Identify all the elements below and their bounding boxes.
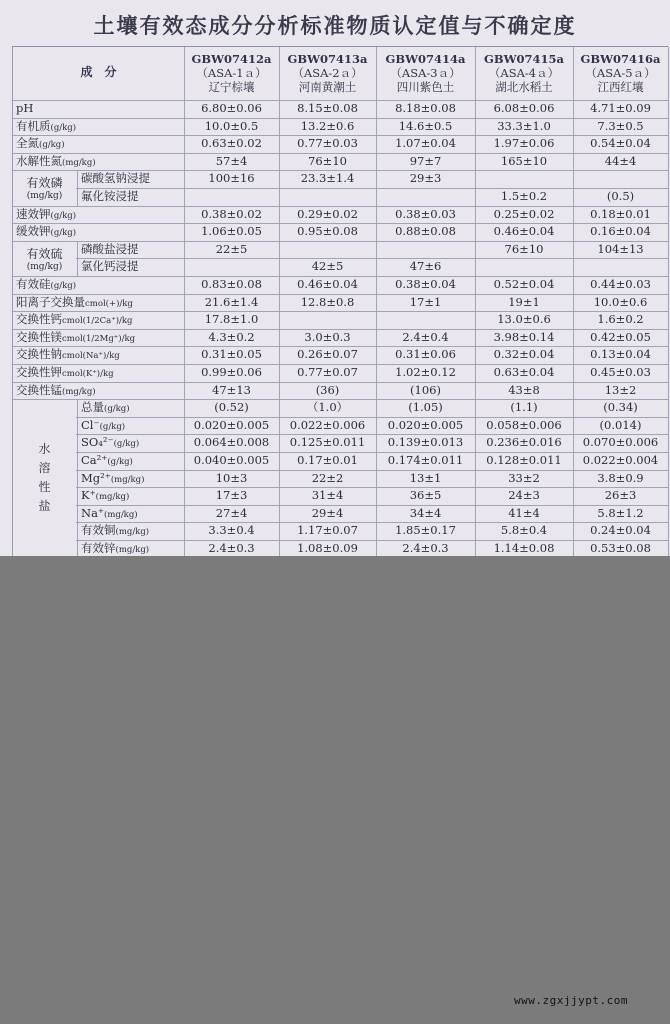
row-unit: (g/kg) (50, 210, 77, 221)
table-cell-value: 13±2 (604, 382, 637, 397)
column-code: GBW07412a (191, 52, 272, 66)
row-sublabel (81, 188, 182, 205)
table-cell-value: 8.18±0.08 (395, 101, 456, 115)
row-label-text: 交换性镁 (16, 329, 62, 344)
table-cell-value: 0.125±0.011 (289, 435, 366, 450)
table-cell-value: 0.53±0.08 (590, 541, 651, 555)
table-cell-value: 104±13 (597, 241, 644, 256)
row-sublabel (81, 540, 182, 556)
table-cell-value: 0.44±0.03 (590, 277, 651, 291)
row-label-text: 阳离子交换量 (16, 294, 85, 309)
row-label-text: 有效硅 (16, 277, 51, 291)
table-cell-value: 27±4 (215, 505, 248, 520)
row-sublabel-text: 氟化铵浸提 (81, 189, 139, 203)
group-rule (77, 170, 78, 205)
row-sublabel (81, 505, 182, 524)
table-cell-value: 0.020±0.005 (193, 417, 270, 432)
table-cell-value: 29±4 (311, 505, 344, 520)
table-cell-value: 42±5 (311, 259, 344, 274)
table-cell-value: 33.3±1.0 (497, 118, 551, 133)
group-label: 有效硫 (26, 246, 63, 261)
table-cell-value: 0.128±0.011 (486, 453, 562, 467)
table-cell-value: 41±4 (508, 505, 540, 520)
table-cell-value: 2.4±0.3 (208, 541, 255, 555)
table-cell-value: 0.174±0.011 (387, 453, 464, 467)
table-cell-value: 0.040±0.005 (193, 453, 270, 467)
row-sublabel (81, 241, 182, 258)
row-label (16, 153, 183, 172)
table-cell-value: 0.064±0.008 (193, 435, 270, 450)
row-label (16, 223, 183, 242)
table-cell-value: 17±1 (409, 294, 442, 309)
row-label-text: 速效钾 (16, 206, 51, 221)
row-unit: (mg/kg) (115, 527, 150, 538)
table-cell-value: 97±7 (409, 153, 442, 168)
column-code: GBW07415a (484, 52, 564, 66)
row-unit: (mg/kg) (110, 474, 145, 485)
row-unit: (mg/kg) (115, 545, 150, 555)
row-label-text: 交换性钠 (16, 347, 62, 362)
row-label (16, 364, 183, 383)
table-cell-value: 13±1 (409, 470, 442, 485)
row-unit: (mg/kg) (62, 157, 96, 168)
table-cell-value: 3.98±0.14 (493, 329, 555, 344)
row-label-text: pH (16, 101, 34, 115)
table-cell-value: 4.71±0.09 (590, 101, 651, 115)
row-sublabel-text: Mg²⁺ (81, 470, 111, 485)
row-sublabel (81, 170, 182, 187)
table-cell-value: 1.6±0.2 (597, 312, 644, 327)
table-cell-value: 0.63±0.02 (201, 136, 262, 151)
row-unit: cmol(+)/kg (85, 298, 133, 309)
table-cell-value: 0.99±0.06 (201, 365, 262, 379)
row-unit: (g/kg) (99, 421, 126, 432)
column-rule (668, 47, 669, 556)
column-asa: （ASA-3ａ） (390, 66, 461, 80)
table-cell-value: 0.31±0.05 (201, 347, 262, 362)
table-cell-value: 1.97±0.06 (493, 136, 555, 151)
table-cell-value: 0.022±0.004 (582, 453, 659, 467)
row-unit: cmol(Na⁺)/kg (62, 351, 120, 362)
table-cell-value: 47±13 (212, 382, 251, 397)
table-cell-value: 2.4±0.4 (402, 329, 449, 344)
row-sublabel (81, 258, 182, 275)
table-cell-value: 0.77±0.03 (297, 136, 358, 151)
table-cell-value: 1.14±0.08 (493, 541, 555, 555)
table-cell-value: 29±3 (409, 171, 442, 186)
table-cell-value: 3.3±0.4 (208, 523, 255, 538)
row-label (16, 135, 183, 154)
table-cell-value: 6.08±0.06 (493, 101, 555, 115)
group-label-cell (13, 242, 76, 275)
table-cell-value: 17±3 (215, 488, 248, 503)
table-cell-value: (0.52) (214, 400, 249, 415)
table-cell-value: 2.4±0.3 (402, 541, 449, 555)
table-cell-value: (0.014) (599, 417, 642, 432)
table-cell-value: 8.15±0.08 (297, 101, 358, 115)
table-cell-value: (1.05) (408, 400, 443, 415)
row-sublabel (81, 487, 182, 506)
row-unit: (mg/kg) (62, 386, 96, 397)
row-sublabel (81, 399, 182, 418)
table-cell-value: 23.3±1.4 (300, 171, 355, 186)
column-soil-name: 辽宁棕壤 (208, 80, 255, 94)
row-label (16, 329, 183, 348)
row-label-text: 交换性钾 (16, 365, 62, 379)
table-cell-value: 1.85±0.17 (395, 523, 456, 538)
table-cell-value: 0.020±0.005 (387, 417, 464, 432)
row-label (16, 276, 183, 295)
table-cell-value: 0.17±0.01 (297, 453, 358, 467)
column-code: GBW07416a (580, 52, 661, 66)
row-label (16, 100, 183, 117)
row-unit: cmol(K⁺)/kg (62, 369, 114, 379)
row-sublabel-text: Cl⁻ (81, 417, 100, 432)
row-label-text: 缓效钾 (16, 224, 51, 239)
table-cell-value: （1.0） (306, 400, 349, 415)
row-label (16, 294, 183, 313)
table-cell-value: 1.5±0.2 (500, 189, 548, 203)
row-label (16, 311, 183, 330)
table-cell-value: 10.0±0.6 (593, 294, 648, 309)
table-cell-value: 0.63±0.04 (493, 365, 555, 379)
column-soil-name: 河南黄潮土 (298, 80, 357, 94)
table-cell-value: 22±5 (215, 241, 248, 256)
table-cell-value: 44±4 (604, 153, 637, 168)
row-sublabel-text: SO₄²⁻ (81, 435, 114, 450)
group-unit: (mg/kg) (26, 261, 63, 272)
row-unit: cmol(1/2Mg⁺)/kg (62, 333, 136, 344)
group-label-cell (13, 171, 76, 204)
row-unit: (g/kg) (50, 281, 77, 291)
table-cell-value: 4.3±0.2 (208, 329, 255, 344)
row-unit: (mg/kg) (104, 509, 138, 520)
row-label-text: 有机质 (16, 118, 51, 133)
table-cell-value: 0.25±0.02 (493, 206, 555, 221)
table-cell-value: 0.058±0.006 (486, 417, 562, 432)
table-cell-value: 7.3±0.5 (597, 118, 644, 133)
table-cell-value: 1.17±0.07 (297, 523, 358, 538)
table-cell-value: 0.16±0.04 (590, 224, 651, 239)
row-unit: (mg/kg) (95, 492, 130, 503)
table-cell-value: 0.29±0.02 (297, 206, 358, 221)
row-unit: (g/kg) (107, 457, 133, 467)
column-asa: （ASA-1ａ） (196, 66, 267, 80)
table-cell-value: 76±10 (308, 153, 347, 168)
table-cell-value: 13.2±0.6 (300, 118, 355, 133)
group-label: 有效磷 (26, 176, 63, 191)
table-cell-value: 0.24±0.04 (590, 523, 651, 538)
table-cell-value: 0.45±0.03 (590, 365, 651, 379)
table-cell-value: 17.8±1.0 (204, 312, 259, 327)
table-cell-value: 0.54±0.04 (590, 136, 651, 151)
table-cell-value: 0.52±0.04 (493, 277, 555, 291)
column-asa: （ASA-2ａ） (292, 66, 363, 80)
table-cell-value: 47±6 (409, 259, 442, 274)
table-cell-value: 3.0±0.3 (304, 329, 351, 344)
row-unit: cmol(1/2Ca⁺)/kg (62, 316, 133, 327)
table-cell-value: (0.5) (606, 189, 635, 203)
row-sublabel-text: Ca²⁺ (81, 453, 108, 467)
table-cell-value: 0.83±0.08 (201, 277, 262, 291)
row-unit: (g/kg) (39, 140, 65, 151)
table-cell-value: 3.8±0.9 (597, 470, 644, 485)
table-cell-value: 0.18±0.01 (590, 206, 651, 221)
group-rule (77, 399, 78, 556)
table-cell-value: 165±10 (500, 153, 548, 168)
row-label-text: 全氮 (16, 136, 39, 151)
column-code: GBW07413a (287, 52, 368, 66)
table-cell-value: (36) (315, 382, 340, 397)
table-cell-value: 36±5 (409, 488, 442, 503)
table-cell-value: 57±4 (215, 153, 248, 168)
row-sublabel (81, 522, 182, 541)
table-cell-value: 26±3 (604, 488, 637, 503)
column-asa: （ASA-5ａ） (585, 66, 656, 80)
table-cell-value: 0.42±0.05 (590, 329, 651, 344)
table-cell-value: 5.8±0.4 (500, 523, 548, 538)
row-sublabel-text: K⁺ (81, 488, 96, 503)
table-cell-value: 5.8±1.2 (597, 505, 644, 520)
table-cell-value: 10±3 (215, 470, 248, 485)
column-soil-name: 湖北水稻土 (495, 80, 553, 94)
row-label-text: 水解性氮 (16, 153, 62, 168)
table-cell-value: 0.46±0.04 (297, 277, 358, 291)
table-cell-value: 33±2 (508, 470, 540, 485)
row-label (16, 206, 183, 225)
row-label-text: 交换性钙 (16, 312, 62, 327)
component-header: 成 分 (80, 64, 117, 79)
group-label-cell (13, 400, 76, 556)
row-label (16, 118, 183, 137)
table-cell-value: 12.8±0.8 (300, 294, 355, 309)
table-cell-value: (0.34) (603, 400, 638, 415)
column-soil-name: 四川紫色土 (396, 80, 455, 94)
row-unit: (g/kg) (50, 228, 77, 239)
row-sublabel-text: 磷酸盐浸提 (81, 241, 139, 256)
column-soil-name: 江西红壤 (597, 80, 644, 94)
table-cell-value: 0.31±0.06 (395, 347, 456, 362)
table-cell-value: 0.38±0.04 (395, 277, 456, 291)
table-cell-value: 0.88±0.08 (395, 224, 456, 239)
row-sublabel-text: 碳酸氢钠浸提 (81, 171, 150, 186)
row-label (16, 346, 183, 365)
row-sublabel (81, 434, 182, 453)
table-title: 土壤有效态成分分析标准物质认定值与不确定度 (93, 13, 577, 38)
group-rule (77, 241, 78, 276)
table-cell-value: 19±1 (508, 294, 540, 309)
table-cell-value: 1.02±0.12 (395, 365, 456, 379)
row-sublabel-text: Na⁺ (81, 505, 104, 520)
table-cell-value: 21.6±1.4 (204, 294, 259, 309)
row-sublabel (81, 452, 182, 471)
table-cell-value: 0.022±0.006 (289, 417, 366, 432)
row-sublabel-text: 有效锌 (81, 541, 116, 555)
row-sublabel-text: 氯化钙浸提 (81, 259, 139, 274)
table-cell-value: 100±16 (208, 171, 255, 186)
table-cell-value: 0.139±0.013 (387, 435, 464, 450)
row-label-text: 交换性锰 (16, 382, 62, 397)
table-cell-value: (1.1) (510, 400, 538, 415)
row-sublabel (81, 417, 182, 436)
table-cell-value: 0.95±0.08 (297, 224, 358, 239)
table-cell-value: 0.46±0.04 (493, 224, 555, 239)
row-sublabel-text: 总量 (81, 400, 104, 415)
row-unit: (g/kg) (113, 439, 140, 450)
table-cell-value: 14.6±0.5 (398, 118, 453, 133)
table-cell-value: 0.070±0.006 (582, 435, 659, 450)
table-cell-value: 0.77±0.07 (297, 365, 358, 379)
table-cell-value: 22±2 (311, 470, 344, 485)
table-cell-value: 1.06±0.05 (201, 224, 262, 239)
table-cell-value: 34±4 (409, 505, 442, 520)
row-sublabel-text: 有效铜 (81, 523, 116, 538)
table-cell-value: 76±10 (504, 241, 544, 256)
table-cell-value: 0.236±0.016 (486, 435, 562, 450)
column-code: GBW07414a (385, 52, 466, 66)
table-cell-value: 24±3 (508, 488, 540, 503)
row-label (16, 382, 183, 401)
table-cell-value: 0.32±0.04 (493, 347, 555, 362)
row-sublabel (81, 470, 182, 489)
data-table (12, 46, 668, 556)
table-cell-value: 31±4 (311, 488, 344, 503)
table-cell-value: 13.0±0.6 (497, 312, 551, 327)
group-label: 水溶性盐 (38, 442, 51, 514)
row-unit: (g/kg) (104, 404, 130, 415)
table-cell-value: 10.0±0.5 (204, 118, 259, 133)
column-asa: （ASA-4ａ） (488, 66, 560, 80)
table-cell-value: 0.38±0.02 (201, 206, 262, 221)
table-cell-value: 1.07±0.04 (395, 136, 456, 151)
group-unit: (mg/kg) (26, 191, 63, 202)
row-unit: (g/kg) (50, 122, 77, 133)
table-cell-value: 6.80±0.06 (201, 101, 262, 115)
table-cell-value: 0.38±0.03 (395, 206, 456, 221)
table-cell-value: (106) (410, 382, 441, 397)
table-cell-value: 43±8 (508, 382, 540, 397)
table-cell-value: 0.13±0.04 (590, 347, 651, 362)
table-cell-value: 0.26±0.07 (297, 347, 358, 362)
table-cell-value: 1.08±0.09 (297, 541, 358, 555)
site-watermark: www.zgxjjypt.com (514, 994, 628, 1007)
